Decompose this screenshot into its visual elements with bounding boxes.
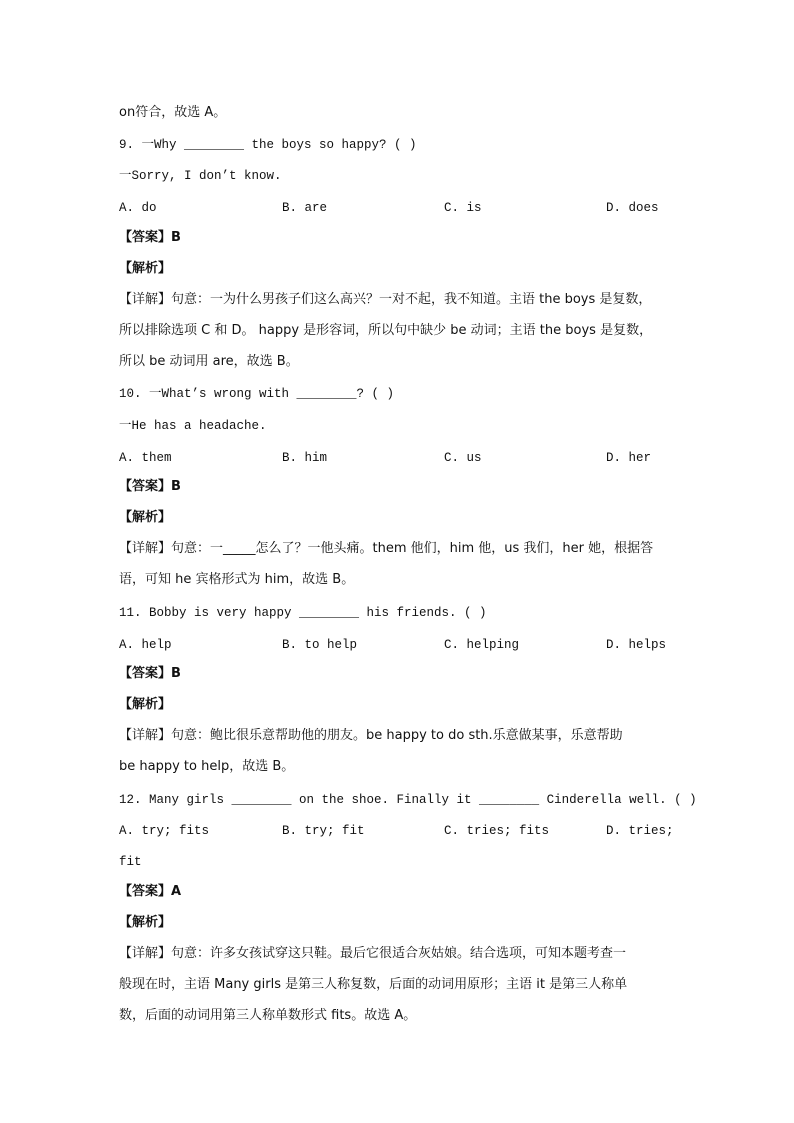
option-c: C. us	[444, 451, 482, 465]
analysis-label: 【解析】	[119, 915, 172, 930]
option-d-continuation: fit	[119, 855, 142, 869]
option-c: C. is	[444, 201, 482, 215]
question-10: 10. 一What’s wrong with ________? ( )	[119, 387, 395, 401]
answer-label: 【答案】B	[119, 230, 181, 245]
option-a: A. try; fits	[119, 824, 210, 838]
option-d: D. does	[606, 201, 659, 215]
option-a: A. do	[119, 201, 157, 215]
question-12: 12. Many girls ________ on the shoe. Finally it ________ Cinderella well. ( )	[119, 793, 697, 807]
answer-label: 【答案】B	[119, 666, 181, 681]
question-9-reply: 一Sorry, I don’t know.	[119, 169, 282, 183]
question-11: 11. Bobby is very happy ________ his friends. ( )	[119, 606, 487, 620]
question-10-reply: 一He has a headache.	[119, 419, 267, 433]
explanation-line: 【详解】句意：一为什么男孩子们这么高兴？一对不起，我不知道。主语 the boys 是复数，	[119, 292, 652, 307]
option-b: B. are	[282, 201, 328, 215]
analysis-label: 【解析】	[119, 261, 172, 276]
option-a: A. help	[119, 638, 172, 652]
option-b: B. to help	[282, 638, 358, 652]
option-b: B. try; fit	[282, 824, 365, 838]
analysis-label: 【解析】	[119, 510, 172, 525]
option-d: D. her	[606, 451, 652, 465]
question-9: 9. 一Why ________ the boys so happy? ( )	[119, 138, 417, 152]
option-d: D. helps	[606, 638, 667, 652]
answer-label: 【答案】B	[119, 479, 181, 494]
explanation-line: 般现在时，主语 Many girls 是第三人称复数，后面的动词用原形；主语 it 是第三人称单	[119, 977, 628, 992]
explanation-line: 所以排除选项 C 和 D。 happy 是形容词，所以句中缺少 be 动词；主语 the boys 是复数，	[119, 323, 653, 338]
explanation-line: 语，可知 he 宾格形式为 him，故选 B。	[119, 572, 355, 587]
answer-label: 【答案】A	[119, 884, 182, 899]
option-c: C. tries; fits	[444, 824, 550, 838]
explanation-line: 所以 be 动词用 are，故选 B。	[119, 354, 299, 369]
option-a: A. them	[119, 451, 172, 465]
option-d: D. tries;	[606, 824, 674, 838]
text-line: on符合，故选 A。	[119, 105, 227, 120]
explanation-line: 【详解】句意：一_____怎么了？一他头痛。them 他们，him 他，us 我们，her 她，根据答	[119, 541, 654, 556]
option-c: C. helping	[444, 638, 520, 652]
explanation-line: 数，后面的动词用第三人称单数形式 fits。故选 A。	[119, 1008, 417, 1023]
analysis-label: 【解析】	[119, 697, 172, 712]
explanation-line: 【详解】句意：许多女孩试穿这只鞋。最后它很适合灰姑娘。结合选项，可知本题考查一	[119, 946, 627, 961]
explanation-line: be happy to help，故选 B。	[119, 759, 295, 774]
explanation-line: 【详解】句意：鲍比很乐意帮助他的朋友。be happy to do sth.乐意做某事，乐意帮助	[119, 728, 623, 743]
option-b: B. him	[282, 451, 328, 465]
